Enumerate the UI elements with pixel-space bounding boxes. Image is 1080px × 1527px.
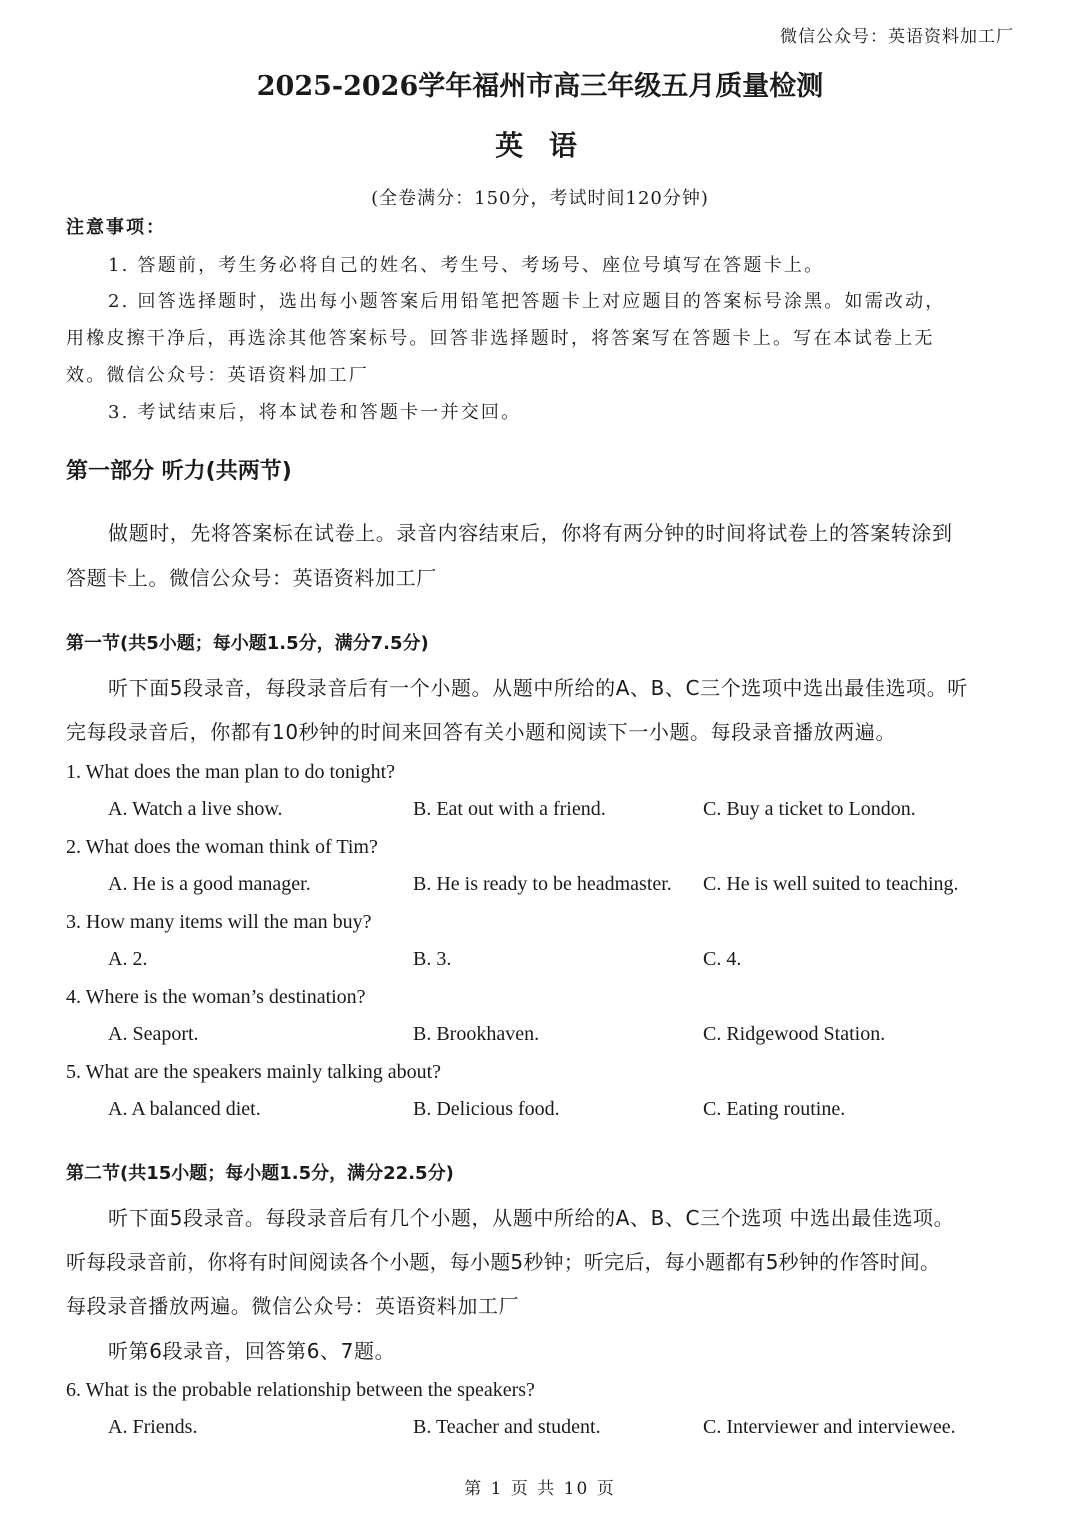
question-stem: 5. What are the speakers mainly talking about? bbox=[66, 1061, 442, 1083]
notice-item-3: 3. 考试结束后，将本试卷和答题卡一并交回。 bbox=[108, 402, 522, 423]
notice-item-1: 1. 答题前，考生务必将自己的姓名、考生号、考场号、座位号填写在答题卡上。 bbox=[108, 255, 825, 276]
option-c: C. He is well suited to teaching. bbox=[703, 873, 959, 895]
question-stem: 4. Where is the woman’s destination? bbox=[66, 986, 366, 1008]
option-a: A. Friends. bbox=[108, 1416, 198, 1438]
option-a: A. Seaport. bbox=[108, 1023, 199, 1045]
notice-item-2-line-2: 用橡皮擦干净后，再选涂其他答案标号。回答非选择题时，将答案写在答题卡上。写在本试卷上无 bbox=[66, 328, 935, 349]
section2-intro-line-1: 听下面5段录音。每段录音后有几个小题，从题中所给的A、B、C三个选项 中选出最佳选项。 bbox=[108, 1206, 955, 1230]
section2-intro-line-2: 听每段录音前，你将有时间阅读各个小题，每小题5秒钟；听完后，每小题都有5秒钟的作答时间。 bbox=[66, 1250, 941, 1274]
option-b: B. Teacher and student. bbox=[413, 1416, 601, 1438]
option-c: C. 4. bbox=[703, 948, 742, 970]
option-c: C. Interviewer and interviewee. bbox=[703, 1416, 956, 1438]
option-c: C. Buy a ticket to London. bbox=[703, 798, 916, 820]
option-a: A. Watch a live show. bbox=[108, 798, 283, 820]
part1-intro-line-2: 答题卡上。微信公众号：英语资料加工厂 bbox=[66, 566, 437, 590]
notice-item-2-line-1: 2. 回答选择题时，选出每小题答案后用铅笔把答题卡上对应题目的答案标号涂黑。如需改动， bbox=[108, 291, 946, 312]
section1-intro-line-1: 听下面5段录音，每段录音后有一个小题。从题中所给的A、B、C三个选项中选出最佳选项。听 bbox=[108, 676, 968, 700]
page-number: 第 1 页 共 10 页 bbox=[464, 1479, 616, 1499]
part1-title: 第一部分 听力(共两节) bbox=[66, 459, 292, 484]
listen-instruction-6: 听第6段录音，回答第6、7题。 bbox=[108, 1339, 396, 1363]
section2-intro-line-3: 每段录音播放两遍。微信公众号：英语资料加工厂 bbox=[66, 1294, 520, 1318]
section1-intro-line-2: 完每段录音后，你都有10秒钟的时间来回答有关小题和阅读下一小题。每段录音播放两遍。 bbox=[66, 720, 897, 744]
option-c: C. Eating routine. bbox=[703, 1098, 846, 1120]
exam-title: 2025-2026学年福州市高三年级五月质量检测 bbox=[256, 71, 824, 102]
part1-intro-line-1: 做题时，先将答案标在试卷上。录音内容结束后，你将有两分钟的时间将试卷上的答案转涂到 bbox=[108, 521, 953, 545]
question-stem: 6. What is the probable relationship between the speakers? bbox=[66, 1379, 535, 1401]
notice-item-2-line-3: 效。微信公众号：英语资料加工厂 bbox=[66, 365, 369, 386]
notice-title: 注意事项： bbox=[66, 217, 166, 238]
option-c: C. Ridgewood Station. bbox=[703, 1023, 886, 1045]
section2-title: 第二节(共15小题；每小题1.5分，满分22.5分) bbox=[66, 1163, 454, 1184]
option-b: B. 3. bbox=[413, 948, 452, 970]
question-stem: 2. What does the woman think of Tim? bbox=[66, 836, 378, 858]
subject-title: 英 语 bbox=[495, 129, 585, 162]
option-a: A. He is a good manager. bbox=[108, 873, 311, 895]
question-stem: 3. How many items will the man buy? bbox=[66, 911, 372, 933]
option-a: A. 2. bbox=[108, 948, 148, 970]
option-b: B. Brookhaven. bbox=[413, 1023, 540, 1045]
watermark: 微信公众号：英语资料加工厂 bbox=[780, 27, 1014, 47]
section1-title: 第一节(共5小题；每小题1.5分，满分7.5分) bbox=[66, 633, 429, 654]
option-b: B. Eat out with a friend. bbox=[413, 798, 606, 820]
option-b: B. He is ready to be headmaster. bbox=[413, 873, 672, 895]
option-a: A. A balanced diet. bbox=[108, 1098, 261, 1120]
score-info: (全卷满分：150分，考试时间120分钟) bbox=[371, 188, 709, 209]
question-stem: 1. What does the man plan to do tonight? bbox=[66, 761, 396, 783]
option-b: B. Delicious food. bbox=[413, 1098, 560, 1120]
